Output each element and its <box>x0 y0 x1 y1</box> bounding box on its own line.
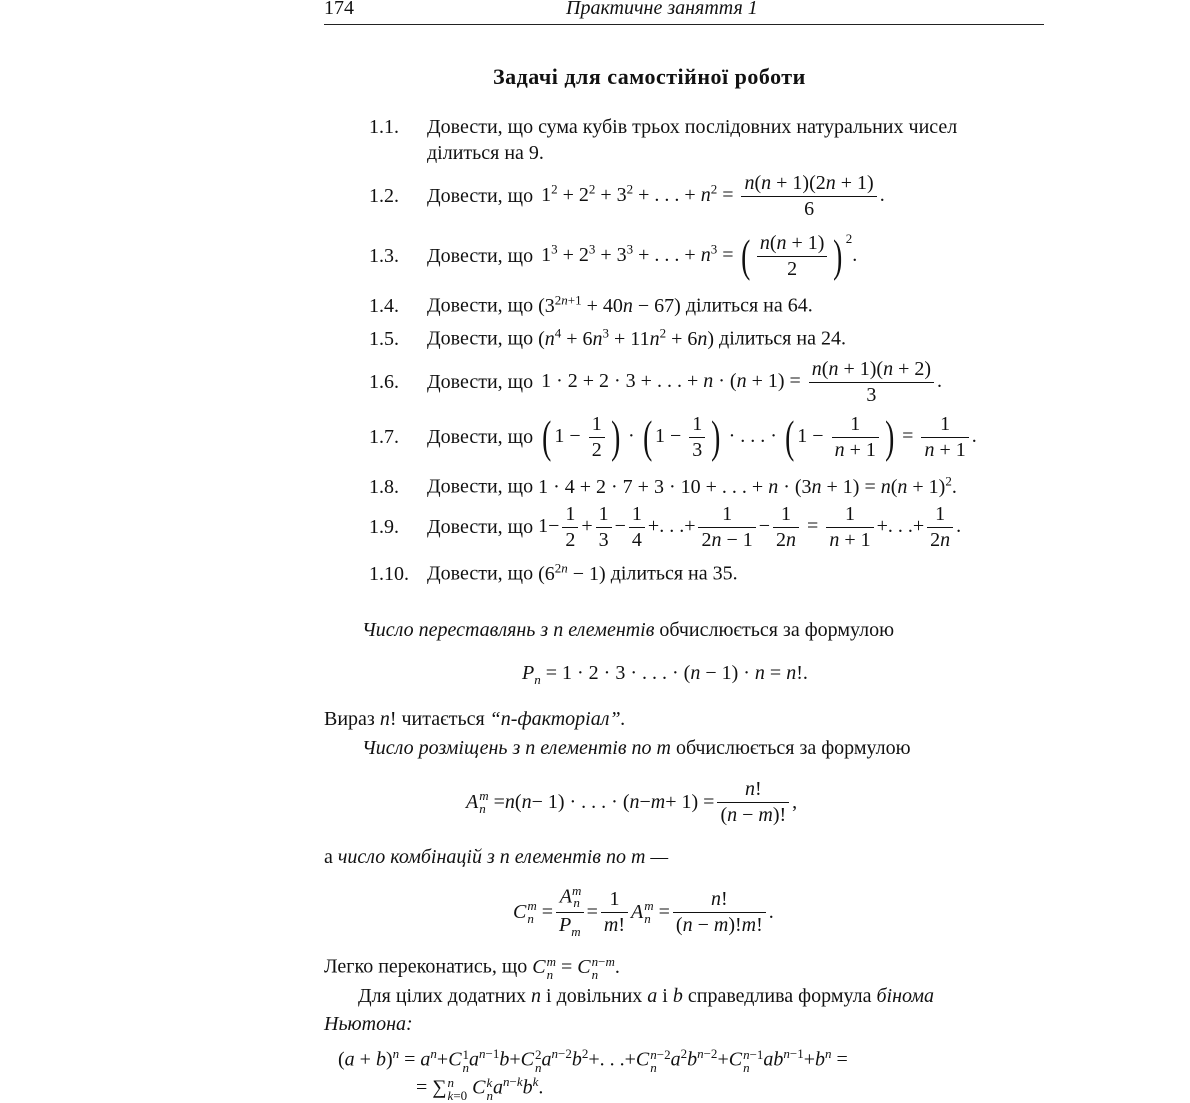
binomial-intro: Для цілих додатних n і довільних a і b справедлива формула бінома <box>358 985 935 1007</box>
problem-lead: Довести, що <box>427 294 534 317</box>
problem-number: 1.9. <box>369 515 399 538</box>
problem-number: 1.3. <box>369 244 399 267</box>
problem-1-3 <box>369 226 857 286</box>
formula: $1^2 + 2^2 + 3^2$ + . . . + $n^2$ = $\frac{n(n + 1)(2n + 1)}{6}$ . <box>541 171 885 220</box>
page-number: 174 <box>324 0 354 19</box>
formula: $(3^{2n+1} + 40n - 67)$ <box>538 292 681 317</box>
binomial-formula-line2: = ∑ n k=0 C k n $a^{n-k}b^k$. <box>416 1074 544 1103</box>
symmetry-note: Легко переконатись, що C m n = C n−m n . <box>324 954 620 982</box>
problem-tail: ділиться на 64. <box>685 294 813 317</box>
binom-b: і довільних <box>546 985 643 1007</box>
problem-lead: Довести, що <box>427 244 534 267</box>
formula: $1^3 + 2^3 + 3^3$ + . . . + $n^3$ = ( $\frac{n(n + 1)}{2}$ ) $^2$. <box>541 230 858 282</box>
header-rule <box>324 24 1044 25</box>
problem-number: 1.8. <box>369 475 399 498</box>
problem-1-1 <box>369 116 957 139</box>
formula: ( 1 − $\frac{1}{2}$ ) · ( 1 − $\frac{1}{3}$ ) · . . . · ( 1 − $\frac{1}{n + 1}$ ) = $\frac{1}{n + 1}$ . <box>542 411 977 462</box>
binom-a: Для цілих додатних <box>358 985 527 1007</box>
arrangements-formula: A m n = n ( n − 1) · . . . · ( n − m + 1) = $\frac{n!}{(n - m)!}$ , <box>466 777 798 826</box>
problem-tail: ділиться на 35. <box>610 562 738 585</box>
formula: $(6^{2n} - 1)$ <box>538 560 606 585</box>
problem-1-7 <box>369 408 977 466</box>
problem-lead: Довести, що <box>427 475 534 498</box>
factorial-note-b: читається <box>401 708 485 730</box>
binom-c: і <box>662 985 668 1007</box>
intro-rest: обчислюється за формулою <box>659 619 895 641</box>
permutations-formula: $P_n = 1 \cdot 2 \cdot 3$ · . . . · (n − 1) · n = n!. <box>522 662 808 687</box>
problem-number: 1.5. <box>369 327 399 350</box>
factorial-note-a: Вираз <box>324 708 375 730</box>
term-combinations: число комбінацій з n елементів по m — <box>337 846 669 868</box>
problem-lead: Довести, що <box>427 425 534 448</box>
intro-rest: обчислюється за формулою <box>675 737 911 759</box>
factorial-note: Вираз n! читається “n-факторіал”. <box>324 708 626 730</box>
problem-lead: Довести, що <box>427 184 534 207</box>
arrangements-intro <box>362 737 911 760</box>
binomial-formula-line1: $(a + b)^n = a^n+C$ 1 n $a^{n-1}b+C$ 2 n $a^{n-2}b^2+$. . .+C n−2 n $a^2b^{n-2}+C$ n−1 n $ab^{n-1}+b^n$ = <box>338 1046 848 1076</box>
problem-tail: ділиться на 24. <box>719 327 846 350</box>
problem-number: 1.7. <box>369 425 399 448</box>
easy-text: Легко переконатись, що <box>324 955 528 978</box>
problem-number: 1.1. <box>369 116 399 138</box>
problem-1-9 <box>369 500 961 554</box>
combinations-formula: C m n = $\frac{A^m_n}{P_m}$ = $\frac{1}{m!}$ A m n = $\frac{n!}{(n - m)!m!}$ . <box>513 882 774 940</box>
problem-text: Довести, що сума кубів трьох послідовних натуральних чисел <box>427 116 958 138</box>
problem-1-6 <box>369 356 942 408</box>
factorial-quote: “n-факторіал”. <box>489 708 626 730</box>
formula: 1− $\frac{1}{2}$ + $\frac{1}{3}$ − $\frac{1}{4}$ +. . .+ $\frac{1}{2n - 1}$ − $\frac{1}{2n}$ = $\frac{1}{n + 1}$ +. . .+ $\frac{1}{2n}$ . <box>538 502 962 551</box>
problem-lead: Довести, що <box>427 515 534 538</box>
problem-number: 1.6. <box>369 370 399 393</box>
term-permutations: Число переставлянь з n елементів <box>362 619 655 641</box>
term-newton: Ньютона: <box>324 1013 413 1035</box>
problem-number: 1.4. <box>369 294 399 317</box>
problem-lead: Довести, що <box>427 327 534 350</box>
formula: 1 · 2 + 2 · 3 + . . . + n · (n + 1) = $\frac{n(n + 1)(n + 2)}{3}$ . <box>541 357 943 406</box>
formula: $(n^4 + 6n^3 + 11n^2 + 6n)$ <box>538 325 715 350</box>
problem-1-1-line2: ділиться на 9. <box>427 142 544 164</box>
problem-1-10 <box>369 560 738 586</box>
permutations-intro <box>362 619 894 642</box>
running-title: Практичне заняття 1 <box>566 0 758 19</box>
problem-1-5 <box>369 325 846 351</box>
problem-1-4 <box>369 292 813 318</box>
problem-number: 1.10. <box>369 562 409 585</box>
problem-1-2 <box>369 170 885 222</box>
section-title: Задачі для самостійної роботи <box>493 64 806 89</box>
binom-d: справедлива формула <box>687 985 872 1007</box>
combinations-intro <box>324 846 668 869</box>
formula: 1 · 4 + 2 · 7 + 3 · 10 + . . . + $n \cdot (3n + 1) = n(n + 1)^2$. <box>538 473 957 498</box>
term-binomial: бінома <box>876 985 935 1007</box>
problem-lead: Довести, що <box>427 370 534 393</box>
problem-lead: Довести, що <box>427 562 534 585</box>
problem-1-8 <box>369 473 957 499</box>
term-arrangements: Число розміщень з n елементів по m <box>362 737 671 759</box>
comb-a: а <box>324 846 333 868</box>
problem-number: 1.2. <box>369 184 399 207</box>
